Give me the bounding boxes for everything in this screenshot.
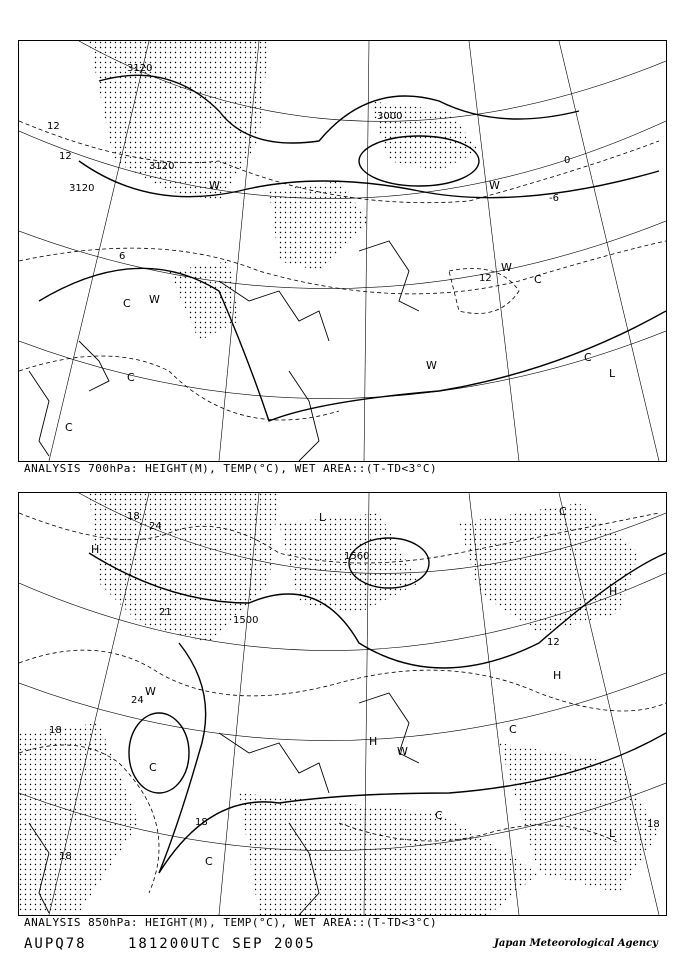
center-symbol: H [609,585,618,598]
center-symbol: C [435,809,443,822]
center-symbol: W [501,261,512,274]
center-symbol: W [149,293,160,306]
contour-label: 18 [49,725,62,736]
center-symbol: C [584,351,592,364]
contour-label: 12 [59,151,72,162]
center-symbol: L [319,511,326,524]
center-symbol: C [149,761,157,774]
contour-label: -6 [549,193,559,204]
center-symbol: W [426,359,437,372]
contour-label: 24 [131,695,144,706]
center-symbol: H [553,669,562,682]
contour-label: 6 [119,251,126,262]
contour-label: 3000 [377,111,403,122]
contour-label: 18 [195,817,208,828]
center-symbol: W [397,745,408,758]
map-850hpa-canvas [19,493,666,915]
map-panel-850hpa [18,492,667,916]
agency-credit: Japan Meteorological Agency [494,938,658,949]
center-symbol: W [145,685,156,698]
contour-label: 1500 [233,615,259,626]
center-symbol: C [205,855,213,868]
map-panel-700hpa [18,40,667,462]
caption-850hpa: ANALYSIS 850hPa: HEIGHT(M), TEMP(°C), WET AREA::(T-TD<3°C) [24,916,438,929]
contour-label: 3120 [127,63,153,74]
center-symbol: C [123,297,131,310]
center-symbol: H [369,735,378,748]
center-symbol: W [209,179,220,192]
contour-label: 0 [564,155,571,166]
center-symbol: H [91,543,100,556]
analysis-timestamp: 181200UTC SEP 2005 [128,936,316,952]
caption-700hpa: ANALYSIS 700hPa: HEIGHT(M), TEMP(°C), WET AREA::(T-TD<3°C) [24,462,438,475]
center-symbol: L [609,827,616,840]
center-symbol: C [559,505,567,518]
contour-label: 18 [647,819,660,830]
center-symbol: C [509,723,517,736]
contour-label: 12 [47,121,60,132]
contour-label: 3120 [149,161,175,172]
center-symbol: C [127,371,135,384]
contour-label: 3120 [69,183,95,194]
center-symbol: W [489,179,500,192]
contour-label: 18 [127,511,140,522]
contour-label: 12 [479,273,492,284]
contour-label: 24 [149,521,162,532]
center-symbol: C [65,421,73,434]
center-symbol: L [609,367,616,380]
center-symbol: C [534,273,542,286]
contour-label: 1560 [344,551,370,562]
product-code: AUPQ78 [24,936,87,952]
contour-label: 21 [159,607,172,618]
wet-area-850 [19,493,659,915]
map-700hpa-canvas [19,41,666,461]
contour-label: 18 [59,851,72,862]
contour-label: 12 [547,637,560,648]
